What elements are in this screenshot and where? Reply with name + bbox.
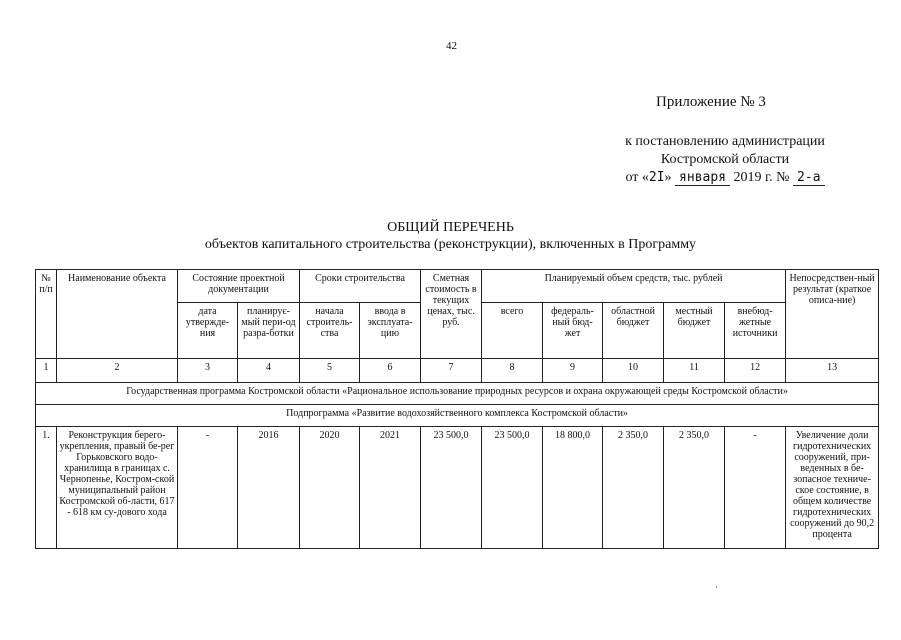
header-commissioning: ввода в эксплуата-цию <box>360 303 421 359</box>
column-number: 7 <box>421 359 482 383</box>
column-number: 10 <box>603 359 664 383</box>
column-number: 5 <box>300 359 360 383</box>
header-funds-total: всего <box>482 303 543 359</box>
column-number: 9 <box>543 359 603 383</box>
appendix-heading: Приложение № 3 <box>656 94 766 110</box>
column-number: 2 <box>57 359 178 383</box>
row-commissioning: 2021 <box>360 427 421 549</box>
header-project-docs: Состояние проектной документации <box>178 270 300 303</box>
column-number: 4 <box>238 359 300 383</box>
subprogram-row <box>36 405 879 427</box>
document-title <box>0 219 901 253</box>
column-number: 13 <box>786 359 879 383</box>
column-number: 12 <box>725 359 786 383</box>
header-construction-start: начала строитель-ства <box>300 303 360 359</box>
header-construction-terms: Сроки строительства <box>300 270 421 303</box>
column-number: 8 <box>482 359 543 383</box>
row-number: 1. <box>36 427 57 549</box>
row-estimated-cost: 23 500,0 <box>421 427 482 549</box>
subprogram-title: Подпрограмма «Развитие водохозяйственного комплекса Костромской области» <box>36 405 879 427</box>
resolution-reference <box>560 133 890 187</box>
header-number: № п/п <box>36 270 57 359</box>
row-docs-approval-date: - <box>178 427 238 549</box>
date-month: января <box>675 170 730 186</box>
column-number: 6 <box>360 359 421 383</box>
row-object-name: Реконструкция берего-укрепления, правый бе-рег Горьковского водо-хранилища в границах с. Чернопенье, Костром-ской муниципальный район Костромской об-ласти, 617 - 618 км су-дового хода <box>57 427 178 549</box>
program-row <box>36 383 879 405</box>
scan-dot: · <box>715 582 718 592</box>
program-title: Государственная программа Костромской области «Рациональное использование природных ресурсов и охрана окружающей среды Костромской области» <box>36 383 879 405</box>
date-mid: » <box>664 170 672 185</box>
resolution-line-1: к постановлению администрации <box>625 134 825 149</box>
header-funds-local: местный бюджет <box>664 303 725 359</box>
row-docs-planned-period: 2016 <box>238 427 300 549</box>
table-row <box>36 427 879 549</box>
objects-table <box>35 269 879 549</box>
date-prefix: от « <box>625 170 649 185</box>
row-direct-result: Увеличение доли гидротехнических сооружений, при-веденных в бе-зопасное техниче-ское состояние, в общем количестве гидротехнических сооружений до 90,2 процента <box>786 427 879 549</box>
resolution-date-line <box>560 169 890 187</box>
column-number: 1 <box>36 359 57 383</box>
row-construction-start: 2020 <box>300 427 360 549</box>
header-direct-result: Непосредствен-ный результат (краткое описа-ние) <box>786 270 879 359</box>
header-funds-extrabudgetary: внебюд-жетные источники <box>725 303 786 359</box>
date-day: 2I <box>648 170 665 185</box>
header-planned-funds: Планируемый объем средств, тыс. рублей <box>482 270 786 303</box>
header-object-name: Наименование объекта <box>57 270 178 359</box>
header-docs-approval-date: дата утвержде-ния <box>178 303 238 359</box>
row-funds-regional: 2 350,0 <box>603 427 664 549</box>
title-line-2: объектов капитального строительства (реконструкции), включенных в Программу <box>204 237 697 252</box>
page-number: 42 <box>446 40 457 52</box>
date-year: 2019 г. № <box>733 170 790 185</box>
row-funds-total: 23 500,0 <box>482 427 543 549</box>
column-number: 11 <box>664 359 725 383</box>
column-numbers-row <box>36 359 879 383</box>
header-funds-federal: федераль-ный бюд-жет <box>543 303 603 359</box>
resolution-line-2: Костромской области <box>660 152 790 167</box>
column-number: 3 <box>178 359 238 383</box>
title-line-1: ОБЩИЙ ПЕРЕЧЕНЬ <box>387 220 514 235</box>
row-funds-federal: 18 800,0 <box>543 427 603 549</box>
header-funds-regional: областной бюджет <box>603 303 664 359</box>
resolution-number: 2-а <box>793 170 824 186</box>
header-estimated-cost: Сметная стоимость в текущих ценах, тыс. руб. <box>421 270 482 359</box>
header-row-1 <box>36 270 879 303</box>
row-funds-local: 2 350,0 <box>664 427 725 549</box>
row-funds-extrabudgetary: - <box>725 427 786 549</box>
header-docs-planned-period: планирує-мый пери-од разра-ботки <box>238 303 300 359</box>
